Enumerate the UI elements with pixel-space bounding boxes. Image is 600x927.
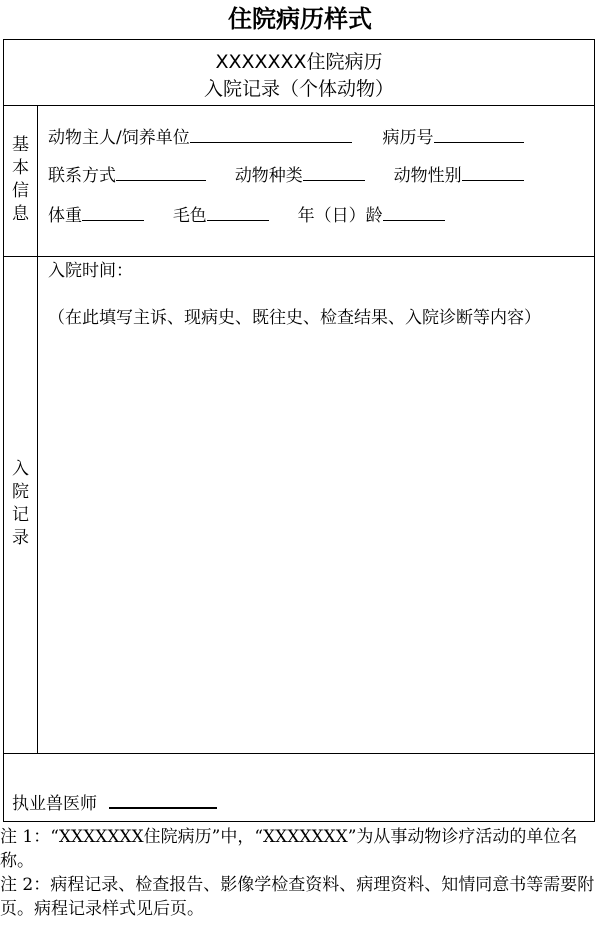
admission-label-char: 记 — [12, 505, 29, 525]
form-header-subtitle: 入院记录（个体动物） — [203, 78, 394, 100]
weight-label: 体重 — [48, 206, 82, 226]
species-field[interactable] — [303, 163, 365, 181]
note-2: 注 2：病程记录、检查报告、影像学检查资料、病理资料、知情同意书等需要附页。病程记录样式见后页。 — [0, 875, 595, 919]
color-field[interactable] — [207, 203, 269, 221]
basic-info-row-1 — [48, 125, 524, 149]
record-no-field[interactable] — [434, 125, 524, 143]
admission-time-label: 入院时间： — [48, 261, 133, 281]
basic-info-label-char: 信 — [12, 181, 29, 201]
form-notes — [0, 825, 600, 921]
age-label: 年（日）龄 — [297, 206, 383, 226]
label-column-divider — [37, 105, 38, 753]
admission-divider — [4, 753, 594, 754]
admission-label — [4, 458, 37, 550]
signature-row — [12, 790, 217, 815]
admission-instruction: （在此填写主诉、现病史、既往史、检查结果、入院诊断等内容） — [48, 308, 541, 328]
form-header-title: XXXXXXX住院病历 — [215, 51, 383, 73]
color-label: 毛色 — [172, 206, 207, 226]
basic-info-label-char: 基 — [12, 135, 29, 155]
sex-field[interactable] — [462, 163, 524, 181]
signature-field[interactable] — [109, 790, 217, 809]
admission-label-char: 录 — [12, 528, 29, 548]
weight-field[interactable] — [82, 203, 144, 221]
basic-info-row-3 — [48, 203, 445, 227]
owner-label: 动物主人/饲养单位 — [48, 128, 190, 148]
owner-field[interactable] — [190, 125, 352, 143]
admission-label-char: 入 — [12, 459, 29, 479]
sex-label: 动物性别 — [393, 166, 462, 186]
age-field[interactable] — [383, 203, 445, 221]
contact-field[interactable] — [116, 163, 206, 181]
note-1: 注 1：“XXXXXXX住院病历”中，“XXXXXXX”为从事动物诊疗活动的单位名称。 — [0, 827, 578, 871]
basic-info-label-char: 息 — [12, 204, 29, 224]
basic-info-divider — [4, 256, 594, 257]
record-no-label: 病历号 — [382, 128, 434, 148]
admission-record-form — [3, 39, 595, 822]
page-title: 住院病历样式 — [228, 4, 372, 33]
contact-label: 联系方式 — [48, 166, 116, 186]
basic-info-row-2 — [48, 163, 524, 187]
basic-info-label-char: 本 — [12, 158, 29, 178]
signature-label: 执业兽医师 — [12, 794, 97, 814]
species-label: 动物种类 — [234, 166, 303, 186]
basic-info-label — [4, 134, 37, 226]
header-divider — [4, 105, 594, 106]
admission-label-char: 院 — [12, 482, 29, 502]
